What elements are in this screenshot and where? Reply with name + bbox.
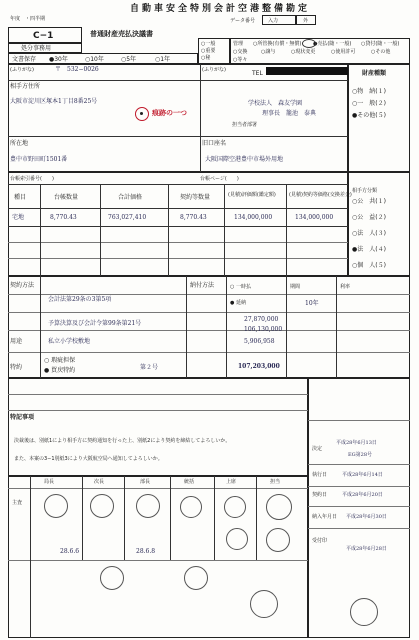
- divider: [8, 394, 308, 395]
- divider: [224, 184, 225, 276]
- col-qty: 台帳数量: [54, 194, 79, 201]
- execute-label: 執行日: [312, 472, 328, 478]
- divider: [124, 476, 125, 560]
- divider: [308, 420, 410, 421]
- law-2: 予算決算及び会計令第99条第21号: [48, 320, 142, 327]
- divider: [308, 486, 410, 487]
- seal-stamp: [226, 528, 248, 550]
- role-label: 統括: [184, 479, 195, 485]
- storage-30: ●30年: [49, 56, 68, 63]
- seal-stamp: [250, 590, 278, 618]
- furigana-label: (ふりがな): [10, 67, 34, 73]
- remarks-title: 特記事項: [10, 414, 35, 421]
- class-box: [198, 38, 230, 64]
- row-qty: 8,770.43: [50, 214, 77, 221]
- storage-label: 文書保存: [12, 56, 37, 63]
- divider: [8, 410, 308, 411]
- rep-name: 理事長 籠池 泰典: [262, 110, 317, 117]
- contract-date-label: 契約日: [312, 492, 328, 498]
- handling-box: [8, 43, 82, 53]
- table-ref-label: 台帳索引番号( ): [10, 176, 54, 182]
- reason-1: ○公 共(１): [352, 198, 386, 205]
- decision-label: 決定: [312, 446, 323, 452]
- storage-row: [8, 53, 198, 64]
- divider: [336, 276, 337, 378]
- divider: [8, 352, 410, 353]
- divider: [8, 226, 348, 227]
- hand-date-1: 28.6.6: [60, 548, 80, 555]
- col-appraisal: (見積)評価額(鑑定額): [228, 192, 276, 198]
- handling-label: 処分事務用: [21, 45, 52, 52]
- document-header-title: 自動車安全特別会計空港整備勘定: [130, 4, 311, 14]
- total-amount: 107,203,000: [238, 363, 280, 370]
- divider: [214, 476, 215, 560]
- law-1: 会計法第29条の3第5項: [48, 296, 112, 303]
- mgmt-5: ○交換: [233, 49, 248, 55]
- contract-date: 平成28年6月20日: [342, 492, 383, 498]
- trace-circle: [135, 107, 149, 121]
- col-sale: (見積)契約等価格(交換差金): [289, 192, 352, 198]
- payment-date-label: 納入年月日: [312, 514, 338, 520]
- divider: [226, 276, 227, 378]
- class-general: ○一般: [201, 41, 216, 47]
- divider: [8, 488, 308, 489]
- role-label: 部長: [140, 479, 151, 485]
- divider: [30, 476, 31, 638]
- tel-label: TEL: [252, 70, 263, 77]
- divider: [308, 464, 410, 465]
- reason-4: ●法 人(４): [352, 246, 386, 253]
- special-2: ● 買戻特約: [44, 367, 76, 374]
- property-table: [8, 172, 348, 276]
- class-secret: ○秘: [201, 55, 211, 61]
- circle-mark: [302, 39, 316, 48]
- mgmt-3: ●売払(随・一般): [313, 41, 352, 47]
- divider: [40, 276, 41, 378]
- term-value: 10年: [305, 300, 319, 307]
- row-contract: 8,770.43: [180, 214, 207, 221]
- asset-opt-other: ●その他(５): [352, 112, 386, 119]
- row-sale: 134,000,000: [295, 214, 334, 221]
- receipt-stamp: [350, 598, 378, 626]
- redaction-bar: [266, 67, 348, 75]
- divider: [168, 184, 169, 276]
- role-label: 上席: [226, 479, 237, 485]
- remarks-line-1: 決裁後は、別紙1により相手方に契約通知を行った上、別紙2により契約を締結してよろしいか。: [14, 438, 231, 444]
- divider: [286, 276, 287, 378]
- amount-1: 27,870,000: [244, 316, 279, 323]
- payment-1: ○ 一時払: [230, 284, 251, 290]
- seal-stamp: [184, 566, 208, 590]
- use-label: 用途: [10, 338, 23, 345]
- address-label: 相手方住所: [10, 83, 41, 90]
- mgmt-10: ○その他: [371, 49, 391, 55]
- outside-label: 外: [303, 18, 309, 24]
- divider: [40, 184, 41, 276]
- asset-opt-land: ○物 納(１): [352, 88, 386, 95]
- divider: [8, 258, 348, 259]
- col-price: 合計価格: [118, 194, 143, 201]
- form-code-box: [8, 27, 82, 43]
- parcel-value: 豊中市野田町1501番: [10, 156, 68, 163]
- rate-label: 利率: [340, 284, 351, 290]
- mgmt-4: ○貸付(随・一般): [361, 41, 400, 47]
- class-important: ○重要: [201, 48, 216, 54]
- asset-opt-building: ○一 般(２): [352, 100, 386, 107]
- seal-stamp: [266, 494, 292, 520]
- parcel-label: 所在地: [10, 140, 29, 147]
- divider: [82, 476, 83, 560]
- management-box: [230, 38, 410, 64]
- amount-2: 106,130,000: [244, 326, 283, 333]
- term-label: 期間: [290, 284, 301, 290]
- receipt-label: 受付印: [312, 538, 328, 544]
- clause: 第２号: [140, 364, 159, 371]
- payment-2: ● 延納: [230, 300, 246, 306]
- asset-category-title: 財産種類: [362, 70, 387, 77]
- corp-name: 学校法人 森友学園: [248, 100, 303, 107]
- role-label: 次長: [94, 479, 105, 485]
- seal-stamp: [266, 528, 290, 552]
- divider: [8, 80, 348, 81]
- seal-stamp: [44, 494, 68, 518]
- reason-title: 相手方分類: [352, 188, 378, 194]
- divider: [8, 560, 308, 561]
- method-label: 契約方法: [10, 282, 35, 289]
- divider: [308, 528, 410, 529]
- doc-title: 普通財産売払決議書: [90, 30, 153, 38]
- counterparty-address: 大阪市淀川区塚本1丁目8番25号: [10, 98, 98, 105]
- reason-5: ○個 人(５): [352, 262, 386, 269]
- outside-box: [296, 15, 316, 25]
- divider: [186, 276, 187, 378]
- old-value: 大阪国際空港豊中市場外用地: [205, 156, 284, 163]
- divider: [200, 64, 201, 172]
- seal-stamp: [100, 566, 124, 590]
- old-label: 旧口座名: [202, 140, 227, 147]
- row-price: 763,027,410: [108, 214, 147, 221]
- table-page-label: 台帳ページ( ): [200, 176, 239, 182]
- receipt-date: 平成28年6月28日: [346, 546, 387, 552]
- divider: [8, 136, 348, 137]
- trace-note: 痕跡の一つ: [152, 109, 187, 117]
- divider: [100, 184, 101, 276]
- mgmt-2: ○所管換(有償・無償): [253, 41, 302, 47]
- form-code: C−1: [33, 31, 54, 41]
- storage-10: ○10年: [85, 56, 104, 63]
- divider: [8, 330, 410, 331]
- furigana-label-2: (ふりがな): [202, 67, 226, 73]
- divider: [8, 208, 348, 209]
- mgmt-1: 管理: [233, 41, 244, 47]
- col-kind: 種目: [14, 194, 27, 201]
- mgmt-9: ○使用許可: [331, 49, 356, 55]
- special-label: 特約: [10, 364, 23, 371]
- divider: [256, 476, 257, 560]
- payment-label: 納付方法: [190, 282, 215, 289]
- use-value: 私立小学校敷地: [48, 338, 91, 345]
- divider: [308, 506, 410, 507]
- decision-number: EG第28号: [348, 452, 373, 458]
- seal-stamp: [90, 494, 114, 518]
- role-label: 担当: [270, 479, 281, 485]
- divider: [8, 242, 348, 243]
- class-other: ○等々: [233, 57, 248, 63]
- divider: [8, 294, 410, 295]
- remarks-line-2: また、本案の3−1別紙3により大阪航空局へ通知してよろしいか。: [14, 456, 163, 462]
- decision-date: 平成28年6月13日: [336, 440, 377, 446]
- postal-code: 〒 532−0026: [55, 66, 99, 73]
- fiscal-year-label: 年度 ・四半期: [10, 16, 46, 22]
- data-number-label: データ番号: [230, 18, 256, 24]
- special-1: ○ 瑕疵担保: [44, 357, 76, 364]
- mgmt-6: ○譲与: [261, 49, 276, 55]
- execute-date: 平成28年6月14日: [342, 472, 383, 478]
- storage-5: ○5年: [121, 56, 137, 63]
- col-contract: 契約等数量: [180, 194, 211, 201]
- payment-date: 平成28年6月30日: [346, 514, 387, 520]
- seal-stamp: [224, 496, 246, 518]
- role-label: 主査: [12, 500, 23, 506]
- input-box: [262, 15, 296, 25]
- storage-1: ○1年: [155, 56, 171, 63]
- mgmt-8: ○現状変更: [291, 49, 316, 55]
- reason-2: ○公 益(２): [352, 214, 386, 221]
- divider: [286, 184, 287, 276]
- rep-title: 担当者部署: [232, 122, 258, 128]
- trace-dot: [140, 112, 143, 115]
- amount-3: 5,906,958: [244, 338, 275, 345]
- divider: [170, 476, 171, 560]
- divider: [8, 184, 348, 185]
- row-kind: 宅地: [12, 214, 25, 221]
- divider: [8, 312, 410, 313]
- role-label: 局長: [44, 479, 55, 485]
- input-label: 入力: [268, 18, 279, 24]
- reason-3: ○法 人(３): [352, 230, 386, 237]
- hand-date-2: 28.6.8: [136, 548, 156, 555]
- seal-stamp: [136, 494, 160, 518]
- row-appraisal: 134,000,000: [234, 214, 273, 221]
- seal-stamp: [180, 496, 202, 518]
